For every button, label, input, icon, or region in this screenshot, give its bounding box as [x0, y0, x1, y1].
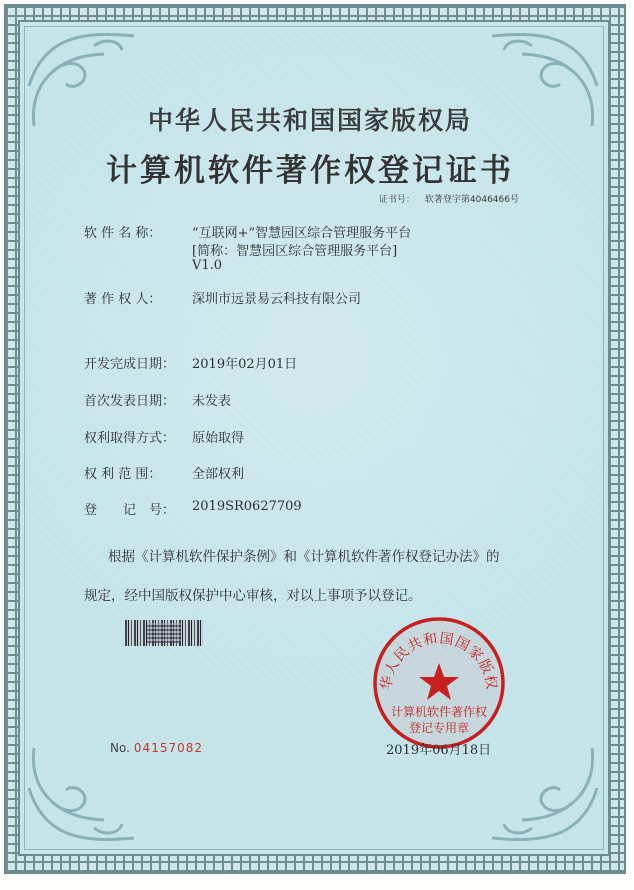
certificate-title: 计算机软件著作权登记证书: [106, 153, 514, 189]
first-publication-value: 未发表: [192, 394, 232, 409]
barcode-icon: [125, 620, 203, 646]
acquisition-method-label: 权利取得方式：: [84, 431, 176, 446]
seal-line1: 计算机软件著作权: [390, 705, 487, 719]
rights-scope-label: 权 利 范 围：: [84, 467, 162, 482]
certificate-number-label: 证书号：: [378, 195, 415, 205]
software-name-label: 软 件 名 称：: [84, 226, 162, 241]
serial-number: [110, 741, 203, 755]
completion-date-label: 开发完成日期：: [84, 357, 176, 372]
certificate-number-value: 软著登字第4046466号: [424, 195, 519, 205]
acquisition-method-value: 原始取得: [192, 431, 245, 446]
official-seal: [369, 613, 509, 753]
copyright-owner-value: 深圳市远景易云科技有限公司: [192, 292, 362, 307]
first-publication-label: 首次发表日期：: [84, 394, 176, 409]
body-text-line2: 规定，经中国版权保护中心审核，对以上事项予以登记。: [84, 588, 422, 604]
seal-line2: 登记专用章: [408, 721, 469, 735]
software-version: V1.0: [192, 258, 223, 273]
body-text-line1: 根据《计算机软件保护条例》和《计算机软件著作权登记办法》的: [108, 549, 500, 565]
issuer-heading: 中华人民共和国国家版权局: [147, 106, 472, 135]
copyright-owner-label: 著 作 权 人：: [84, 292, 162, 307]
software-name-value: “互联网+”智慧园区综合管理服务平台: [192, 226, 412, 241]
certificate-number: [379, 192, 529, 205]
registration-number-label: 登 记 号：: [84, 503, 176, 518]
serial-value: 04157082: [133, 741, 203, 755]
corner-ornament-icon: [482, 738, 602, 848]
serial-label: No.: [110, 741, 130, 755]
seal-ring-text: 华人民共和国国家版权: [378, 630, 500, 692]
issue-date: 2019年06月18日: [386, 743, 492, 758]
rights-scope-value: 全部权利: [192, 467, 245, 482]
completion-date-value: 2019年02月01日: [192, 357, 298, 372]
software-short-name: [简称：智慧园区综合管理服务平台]: [192, 244, 398, 259]
registration-number-value: 2019SR0627709: [192, 499, 302, 514]
